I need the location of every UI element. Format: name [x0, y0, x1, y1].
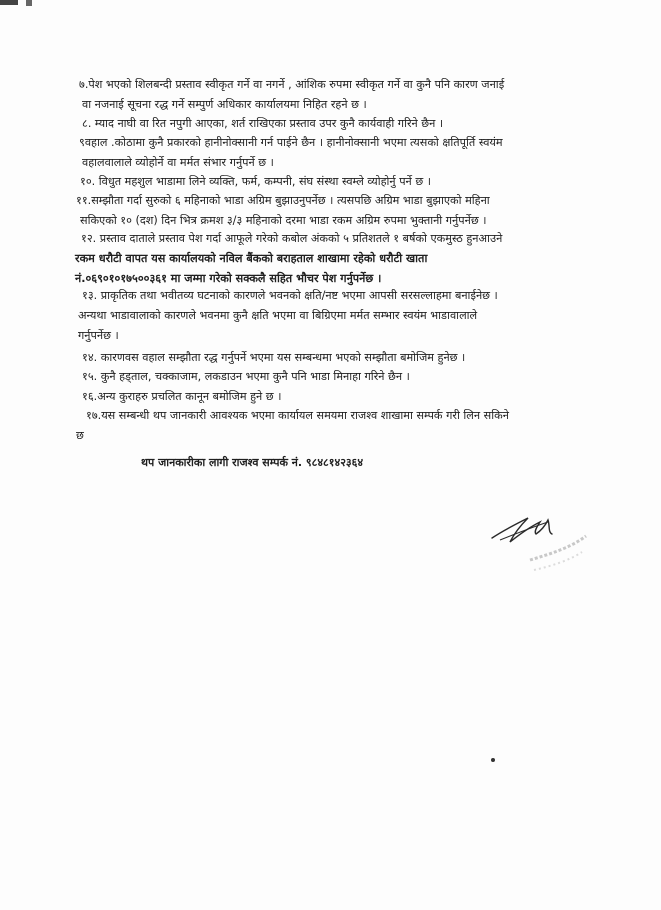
clause-line: १५. कुनै हड्ताल, चक्काजाम, लकडाउन भएमा कुनै पनि भाडा मिनाहा गरिने छैन ।: [82, 370, 410, 383]
clause-13: [78, 286, 498, 346]
clause-line: १२. प्रस्ताव दाताले प्रस्ताव पेश गर्दा आफूले गरेको कबोल अंकको ५ प्रतिशतले १ बर्षको एकमुस्ठ हुनआउने: [81, 232, 503, 245]
clause-16: [82, 387, 281, 407]
scan-edge-mark: [26, 0, 32, 6]
clause-17: [76, 406, 509, 446]
clause-8: [82, 114, 443, 134]
clause-9: [79, 133, 503, 173]
clause-line: छ: [76, 429, 84, 442]
clause-line: १०. विधुत महशुल भाडामा लिने व्यक्ति, फर्म, कम्पनी, संघ संस्था स्वम्ले व्योहोर्नु पर्ने छ ।: [80, 175, 431, 188]
clause-7: [79, 75, 504, 115]
signature: [490, 500, 610, 590]
clause-15: [82, 367, 410, 387]
clause-11: [76, 191, 490, 231]
clause-line: वहालवालाले व्योहोर्ने वा मर्मत संभार गर्नुपर्ने छ ।: [82, 156, 274, 169]
clause-14: [82, 348, 465, 368]
contact-line: थप जानकारीका लागी राजश्व सम्पर्क नं. ९८४८१४२३६४: [141, 456, 364, 469]
clause-line: १३. प्राकृतिक तथा भवीतव्य घटनाको कारणले भवनको क्षति/नष्ट भएमा आपसी सरसल्लाहमा बनाईनेछ ।: [82, 289, 498, 302]
clause-10: [80, 172, 431, 192]
clause-line: ८. म्याद नाघी वा रित नपुगी आएका, शर्त राखिएका प्रस्ताव उपर कुनै कार्यवाही गरिने छैन ।: [82, 117, 444, 130]
clause-line: १४. कारणवस वहाल सम्झौता रद्ध गर्नुपर्ने भएमा यस सम्बन्धमा भएको सम्झौता बमोजिम हुनेछ ।: [82, 351, 466, 364]
clause-line: ७.पेश भएको शिलबन्दी प्रस्ताव स्वीकृत गर्ने वा नगर्ने , आंशिक रुपमा स्वीकृत गर्ने वा कुनै पनि कारण जनाई: [79, 78, 505, 91]
clause-line: ११.सम्झौता गर्दा सुरुको ६ महिनाको भाडा अग्रिम बुझाउनुपर्नेछ । त्यसपछि अग्रिम भाडा बुझाएको महिना: [76, 194, 490, 207]
clause-line: १६.अन्य कुराहरु प्रचलित कानून बमोजिम हुने छ ।: [82, 390, 282, 403]
clause-line: नं.०६९०१०१७५००३६१ मा जम्मा गरेको सक्कलै सहित भौचर पेश गर्नुपर्नेछ ।: [75, 272, 382, 285]
clause-line: रकम धरौटी वापत यस कार्यालयको नविल बैंकको बराहताल शाखामा रहेको धरौटी खाता: [75, 252, 428, 265]
clause-12: [75, 229, 503, 289]
clause-line: १७.यस सम्बन्धी थप जानकारी आवश्यक भएमा कार्यायल समयमा राजश्व शाखामा सम्पर्क गरी लिन सकिने: [86, 409, 509, 422]
scan-edge-mark: [0, 0, 18, 5]
clause-line: ९वहाल .कोठामा कुनै प्रकारको हानीनोक्सानी गर्न पाईने छैन । हानीनोक्सानी भएमा त्यसको क्षतिपूर्ति स्वयंम: [79, 136, 503, 149]
clause-line: वा नजनाई सूचना रद्ध गर्ने सम्पुर्ण अधिकार कार्यालयमा निहित रहने छ ।: [82, 98, 367, 111]
clause-line: गर्नुपर्नेछ ।: [78, 329, 119, 342]
scan-speck: [491, 758, 495, 762]
clause-line: अन्यथा भाडावालाको कारणले भवनमा कुनै क्षति भएमा वा बिग्रिएमा मर्मत सम्भार स्वयंम भाडावालाले: [78, 309, 478, 322]
clause-line: सकिएको १० (दश) दिन भित्र क्रमश ३/३ महिनाको दरमा भाडा रकम अग्रिम रुपमा भुक्तानी गर्नुपर्नेछ ।: [80, 214, 487, 227]
